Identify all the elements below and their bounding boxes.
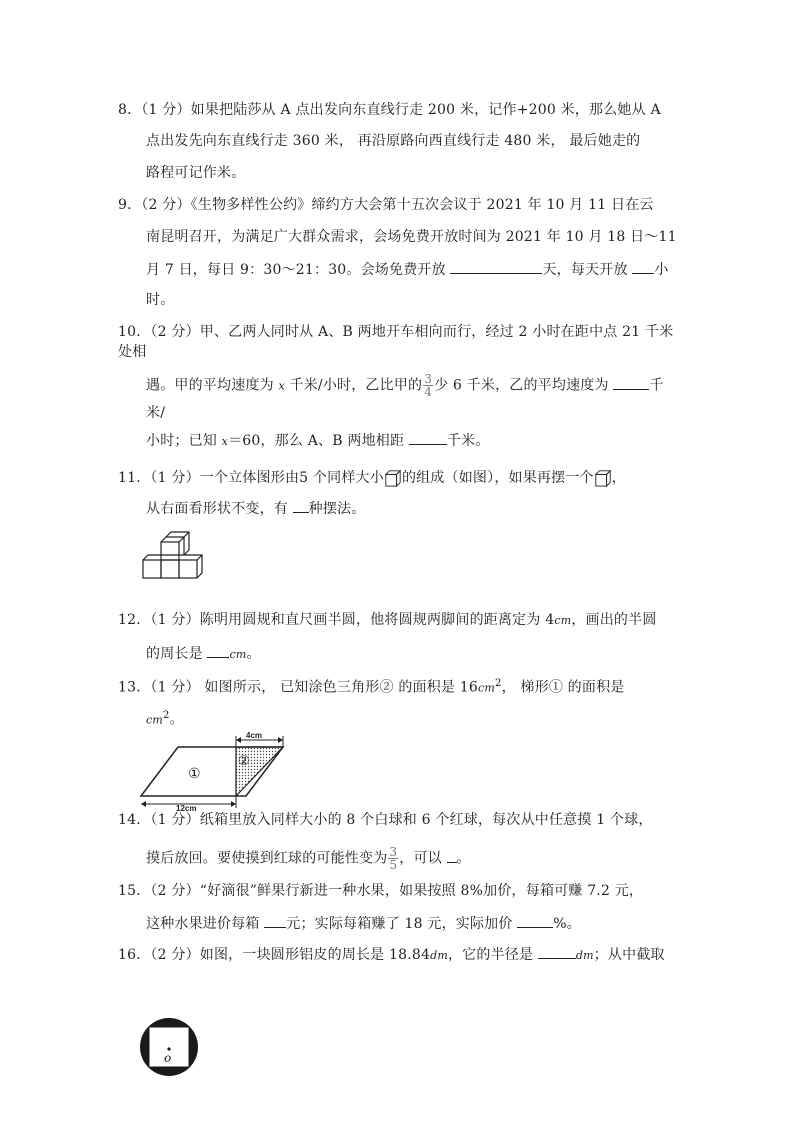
circle-sheet-figure	[138, 1016, 200, 1078]
q14-text-a: 摸后放回。要使摸到红球的可能性变为	[146, 850, 388, 867]
q10-text-f: ＝60，那么 A、B 两地相距	[228, 433, 409, 449]
q15-blank-cost[interactable]	[264, 913, 286, 928]
q14-frac-num: 3	[389, 845, 398, 859]
q10-text-d: 千	[649, 377, 664, 394]
q10-line1: 10．（2 分）甲、乙两人同时从 A、B 两地开车相向而行，经过 2 小时在距中点 21 千米	[118, 324, 674, 340]
q10-frac-num: 3	[424, 372, 433, 386]
q11-line1: 11．（1 分）一个立体图形由5 个同样大小 的组成（如图），如果再摆一个 ，	[118, 470, 626, 486]
q14-line2	[146, 846, 471, 871]
cube-stack-figure	[140, 530, 212, 582]
q11-text-a: 11．（1 分）一个立体图形由5 个同样大小	[118, 470, 384, 486]
q15-line1: 15．（2 分）“好滴很”鲜果行新进一种水果，如果按照 8%加价，每箱可赚 7.2 元，	[118, 883, 644, 899]
q11-text-d: 种摆法。	[308, 501, 366, 517]
q14-text-c: 。	[456, 850, 471, 867]
q13-sup: 2	[495, 678, 502, 689]
q16-unit-dm: dm	[430, 949, 448, 962]
q13-unit-cm-2: cm	[146, 713, 163, 727]
q10-frac-den: 4	[424, 385, 433, 399]
q14-line1: 14．（1 分）纸箱里放入同样大小的 8 个白球和 6 个红球，每次从中任意摸 1 个球，	[118, 812, 653, 828]
q15-line2	[146, 913, 581, 934]
q16-blank-radius[interactable]	[538, 944, 576, 959]
q9-blank-hours[interactable]	[632, 259, 654, 274]
q10-line4: 米/	[146, 405, 166, 421]
q16-text-a: 16．（2 分）如图，一块圆形铝皮的周长是 18.84	[118, 947, 431, 963]
q8-line3: 路程可记作米。	[146, 165, 246, 181]
q10-var-x2: x	[221, 435, 229, 448]
q13-sup-2: 2	[163, 710, 170, 721]
q11-text-b: 的组成（如图），如果再摆一个	[401, 470, 594, 486]
q15-blank-markup[interactable]	[517, 913, 553, 928]
q9-line3	[146, 259, 669, 280]
q11-blank-ways[interactable]	[293, 498, 309, 513]
q9-line2: 南昆明召开，为满足广大群众需求，会场免费开放时间为 2021 年 10 月 18 日～11	[146, 229, 677, 245]
q12-unit-cm-2: cm	[229, 648, 247, 661]
q9-line4: 时。	[146, 292, 175, 308]
q9-text-c: 小	[654, 262, 669, 278]
q10-text-a: 遇。甲的平均速度为	[146, 377, 279, 394]
q13-text-c: 。	[169, 711, 184, 728]
q13-text-a: 13．（1 分） 如图所示， 已知涂色三角形② 的面积是 16	[118, 679, 478, 696]
q12-blank-perimeter[interactable]	[207, 643, 229, 658]
trapezoid-figure	[136, 732, 288, 812]
q10-fraction	[423, 373, 433, 398]
q10-text-b: 千米/小时，乙比甲的	[284, 377, 423, 394]
q8-line2: 点出发先向东直线行走 360 米， 再沿原路向西直线行走 480 米， 最后她走的	[146, 133, 641, 149]
q10-blank-distance[interactable]	[409, 430, 447, 445]
q10-line5	[146, 430, 489, 452]
q9-text-b: 天，每天开放	[542, 262, 633, 278]
q10-var-x: x	[278, 379, 285, 393]
q8-line1: 8．（1 分）如果把陆莎从 A 点出发向东直线行走 200 米，记作+200 米，那么她从 A	[118, 102, 661, 118]
q14-fraction	[388, 846, 398, 871]
cube-icon-2	[594, 469, 612, 487]
fig-label-4cm: 4cm	[246, 732, 263, 740]
q13-unit-cm: cm	[478, 681, 495, 695]
q16-text-c: ；从中截取	[593, 947, 665, 963]
q12-text-d: 。	[246, 646, 261, 662]
cube-icon	[384, 469, 402, 487]
q10-blank-speed[interactable]	[613, 375, 649, 390]
q10-line2: 处相	[118, 344, 147, 360]
q14-frac-den: 5	[389, 858, 398, 872]
q12-line1	[118, 610, 657, 631]
q14-text-b: ，可以	[399, 850, 447, 867]
q11-line2	[146, 498, 365, 519]
q16-line1	[118, 944, 665, 966]
q13-text-b: ， 梯形① 的面积是	[501, 679, 625, 696]
q9-blank-days[interactable]	[450, 259, 542, 274]
q9-line1: 9．（2 分）《生物多样性公约》缔约方大会第十五次会议于 2021 年 10 月 11 日在云	[118, 197, 654, 213]
q15-text-c: %。	[553, 916, 581, 932]
q13-line1	[118, 674, 624, 699]
q10-text-g: 千米。	[446, 433, 490, 449]
q11-text-c: 从右面看形状不变，有	[146, 501, 293, 517]
q13-line2	[146, 706, 184, 731]
q12-line2	[146, 643, 261, 665]
q15-text-b: 元；实际每箱赚了 18 元，实际加价	[286, 916, 518, 932]
q10-text-e: 小时；已知	[146, 433, 222, 449]
q14-blank-method[interactable]	[447, 848, 457, 863]
q16-text-b: ，它的半径是	[447, 947, 538, 963]
q12-text-b: ，画出的半圆	[571, 612, 657, 628]
q10-line3	[146, 373, 664, 398]
q16-unit-dm-2: dm	[575, 949, 594, 962]
q10-text-c: 少 6 千米，乙的平均速度为	[434, 377, 614, 394]
circle-center-label: o	[164, 1051, 172, 1065]
fig-label-triangle: ②	[238, 754, 250, 769]
q15-text-a: 这种水果进价每箱	[146, 916, 265, 932]
q9-text-a: 月 7 日，每日 9：30～21：30。会场免费开放	[146, 262, 451, 278]
q12-text-c: 的周长是	[146, 646, 208, 662]
q12-unit-cm: cm	[554, 614, 572, 627]
fig-label-trapezoid: ①	[188, 766, 201, 782]
q12-text-a: 12．（1 分）陈明用圆规和直尺画半圆，他将圆规两脚间的距离定为 4	[118, 612, 555, 628]
fig-label-12cm: 12cm	[176, 804, 197, 812]
